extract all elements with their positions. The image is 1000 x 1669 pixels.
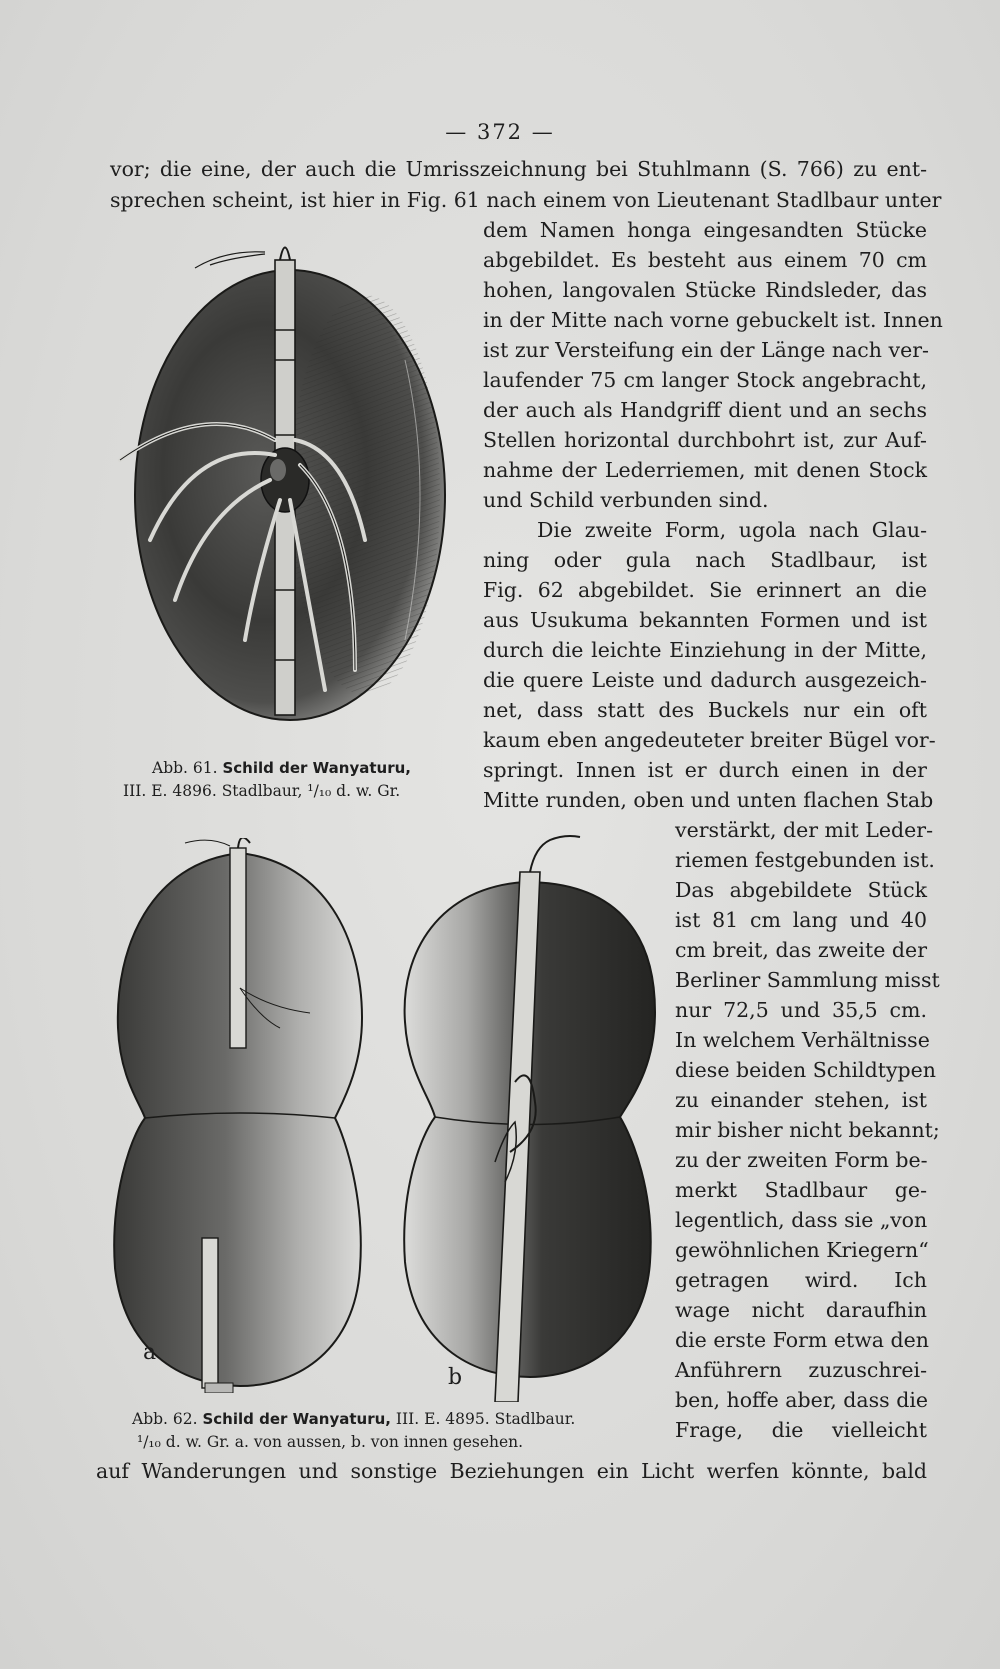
text-line: zu der zweiten Form be- (675, 1148, 928, 1172)
text-line: Anführern zuzuschrei- (675, 1358, 927, 1382)
fig62-label-a: a (143, 1340, 157, 1365)
text-line: der auch als Handgriff dient und an sechs (483, 398, 927, 422)
text-line: riemen festgebunden ist. (675, 848, 935, 872)
text-line: diese beiden Schildtypen (675, 1058, 937, 1082)
text-line: verstärkt, der mit Leder- (675, 818, 934, 842)
text-line: sprechen scheint, ist hier in Fig. 61 nach einem von Lieutenant Stadlbaur unter (110, 188, 942, 212)
fig62a-shield-outside-illustration (110, 838, 370, 1393)
text-line: Stellen horizontal durchbohrt ist, zur Auf- (483, 428, 927, 452)
text-line: wage nicht daraufhin (675, 1298, 927, 1322)
text-line: dem Namen honga eingesandten Stücke (483, 218, 927, 242)
text-line: durch die leichte Einziehung in der Mitte, (483, 638, 927, 662)
text-line: Das abgebildete Stück (675, 878, 927, 902)
page-number: — 372 — (445, 120, 555, 144)
text-line: Berliner Sammlung misst (675, 968, 940, 992)
text-line: auf Wanderungen und sonstige Beziehungen ein Licht werfen könnte, bald (96, 1459, 927, 1483)
text-line: kaum eben angedeuteter breiter Bügel vor- (483, 728, 936, 752)
text-line: Die zweite Form, ugola nach Glau- (537, 518, 927, 542)
text-line: getragen wird. Ich (675, 1268, 927, 1292)
text-line: und Schild verbunden sind. (483, 488, 769, 512)
text-line: hohen, langovalen Stücke Rindsleder, das (483, 278, 927, 302)
fig62-label-b: b (448, 1365, 463, 1390)
text-line: Fig. 62 abgebildet. Sie erinnert an die (483, 578, 927, 602)
fig62-caption-title: Schild der Wanyaturu, (202, 1410, 391, 1428)
text-line: in der Mitte nach vorne gebuckelt ist. Innen (483, 308, 943, 332)
text-line: zu einander stehen, ist (675, 1088, 927, 1112)
fig61-caption-line2: III. E. 4896. Stadlbaur, ¹/₁₀ d. w. Gr. (123, 782, 401, 800)
text-line: cm breit, das zweite der (675, 938, 927, 962)
fig61-caption-title: Schild der Wanyaturu, (222, 759, 411, 777)
fig62b-shield-inside-illustration (400, 832, 660, 1402)
fig61-caption-prefix: Abb. 61. (152, 759, 218, 777)
text-line: net, dass statt des Buckels nur ein oft (483, 698, 927, 722)
text-line: ning oder gula nach Stadlbaur, ist (483, 548, 927, 572)
text-line: mir bisher nicht bekannt; (675, 1118, 940, 1142)
text-line: springt. Innen ist er durch einen in der (483, 758, 927, 782)
text-line: nahme der Lederriemen, mit denen Stock (483, 458, 927, 482)
fig62-caption-prefix: Abb. 62. (132, 1410, 198, 1428)
text-line: aus Usukuma bekannten Formen und ist (483, 608, 927, 632)
text-line: ist zur Versteifung ein der Länge nach ver- (483, 338, 929, 362)
text-line: legentlich, dass sie „von (675, 1208, 928, 1232)
text-line: abgebildet. Es besteht aus einem 70 cm (483, 248, 927, 272)
text-line: laufender 75 cm langer Stock angebracht, (483, 368, 927, 392)
text-line: Frage, die vielleicht (675, 1418, 927, 1442)
text-line: die erste Form etwa den (675, 1328, 929, 1352)
text-line: Mitte runden, oben und unten flachen Stab (483, 788, 934, 812)
fig61-shield-illustration (115, 240, 460, 740)
text-line: ben, hoffe aber, dass die (675, 1388, 929, 1412)
fig61-caption-line1 (152, 757, 411, 779)
text-line: ist 81 cm lang und 40 (675, 908, 927, 932)
fig62-caption-line1 (132, 1408, 575, 1430)
text-line: gewöhnlichen Kriegern“ (675, 1238, 929, 1262)
text-line: die quere Leiste und dadurch ausgezeich- (483, 668, 927, 692)
text-line: merkt Stadlbaur ge- (675, 1178, 927, 1202)
fig62-caption-suffix: III. E. 4895. Stadlbaur. (395, 1410, 576, 1428)
text-line: In welchem Verhältnisse (675, 1028, 930, 1052)
text-line: nur 72,5 und 35,5 cm. (675, 998, 927, 1022)
text-line: vor; die eine, der auch die Umrisszeichnung bei Stuhlmann (S. 766) zu ent- (110, 157, 927, 181)
fig62-caption-line2: ¹/₁₀ d. w. Gr. a. von aussen, b. von innen gesehen. (137, 1433, 524, 1451)
